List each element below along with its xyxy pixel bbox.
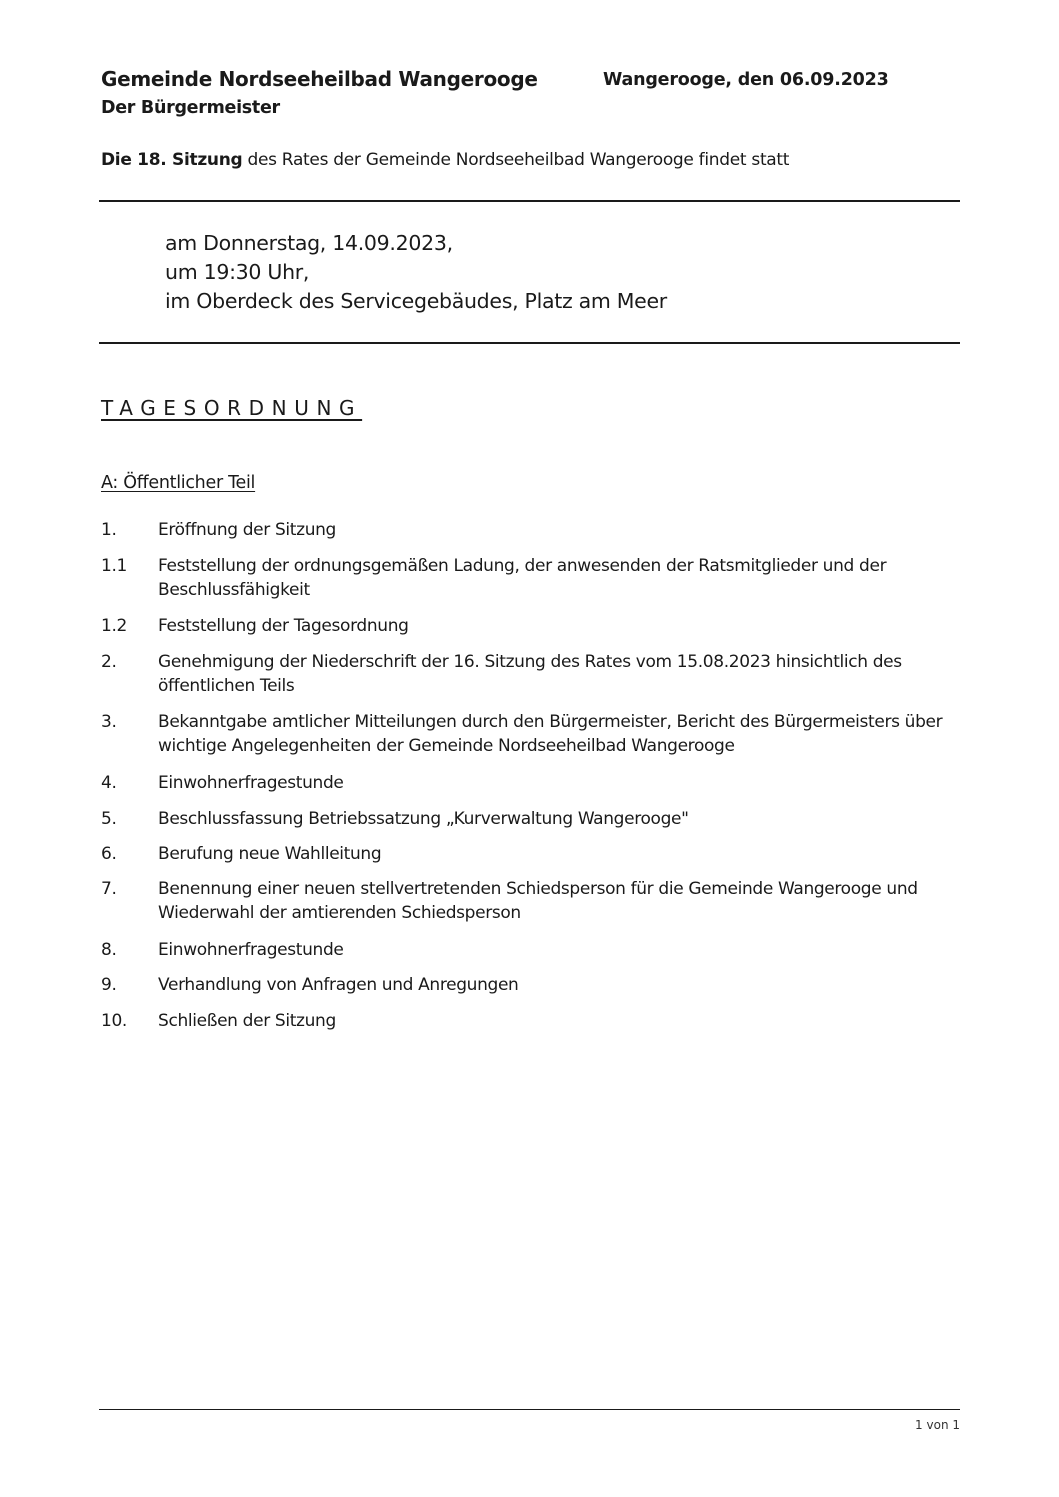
place-date: Wangerooge, den 06.09.2023 [603,70,889,90]
footer-divider [99,1409,960,1410]
meeting-time: um 19:30 Uhr, [165,260,310,284]
agenda-item-text: Feststellung der ordnungsgemäßen Ladung, der anwesenden der Ratsmitglieder und der Beschlussfähigkeit [158,556,887,600]
agenda-item-text: Genehmigung der Niederschrift der 16. Sitzung des Rates vom 15.08.2023 hinsichtlich des öffentlichen Teils [158,652,902,696]
section-heading-public: A: Öffentlicher Teil [101,473,256,493]
top-divider [99,200,960,202]
agenda-item-number: 8. [101,940,117,960]
agenda-item-text: Einwohnerfragestunde [158,940,344,960]
meeting-date: am Donnerstag, 14.09.2023, [165,231,453,255]
agenda-item-text: Feststellung der Tagesordnung [158,616,409,636]
agenda-item-number: 1. [101,520,117,540]
agenda-item-number: 1.2 [101,616,127,636]
mayor-title: Der Bürgermeister [101,98,280,118]
meeting-intro-rest: des Rates der Gemeinde Nordseeheilbad Wangerooge findet statt [242,150,790,170]
agenda-item-text: Bekanntgabe amtlicher Mitteilungen durch den Bürgermeister, Bericht des Bürgermeisters über wichtige Angelegenheiten der Gemeinde Nordseeheilbad Wangerooge [158,712,943,756]
agenda-item-text: Berufung neue Wahlleitung [158,844,382,864]
municipality-name: Gemeinde Nordseeheilbad Wangerooge [101,67,538,91]
agenda-item-number: 5. [101,809,117,829]
agenda-item-number: 1.1 [101,556,127,576]
page-number: 1 von 1 [915,1418,960,1432]
agenda-item-number: 6. [101,844,117,864]
agenda-title: TAGESORDNUNG [101,396,363,420]
meeting-location: im Oberdeck des Servicegebäudes, Platz am Meer [165,289,667,313]
agenda-item-text: Beschlussfassung Betriebssatzung „Kurverwaltung Wangerooge" [158,809,689,829]
agenda-item-number: 3. [101,712,117,732]
agenda-item-text: Eröffnung der Sitzung [158,520,336,540]
agenda-item-text: Benennung einer neuen stellvertretenden Schiedsperson für die Gemeinde Wangerooge und Wiederwahl der amtierenden Schiedsperson [158,879,918,923]
agenda-item-number: 2. [101,652,117,672]
meeting-intro-bold: Die 18. Sitzung [101,150,243,170]
agenda-item-text: Verhandlung von Anfragen und Anregungen [158,975,519,995]
meeting-details [165,229,667,316]
agenda-item-text: Einwohnerfragestunde [158,773,344,793]
agenda-item-number: 9. [101,975,117,995]
bottom-divider [99,342,960,344]
meeting-intro [101,150,789,170]
agenda-item-text: Schließen der Sitzung [158,1011,336,1031]
agenda-item-number: 10. [101,1011,127,1031]
agenda-item-number: 4. [101,773,117,793]
agenda-item-number: 7. [101,879,117,899]
